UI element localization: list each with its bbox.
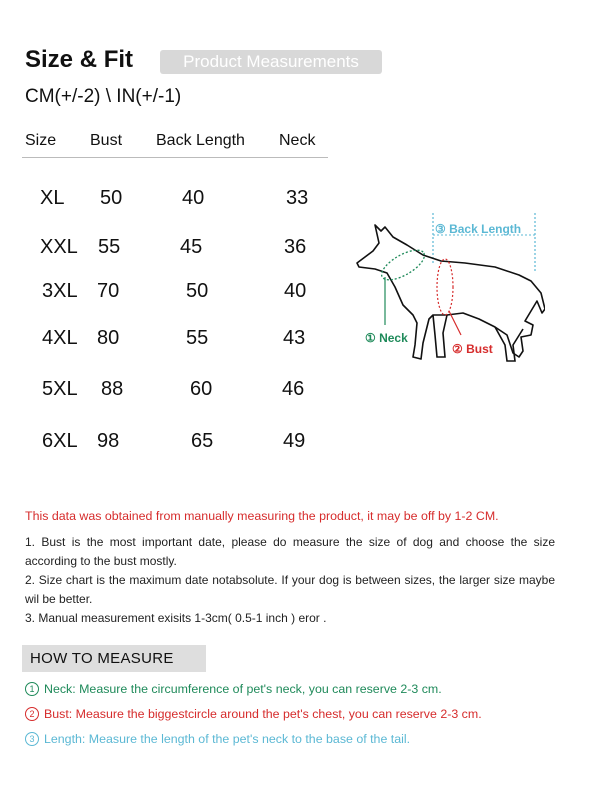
back-length-cell: 65 <box>191 430 214 452</box>
how-to-measure-heading: HOW TO MEASURE <box>22 645 206 672</box>
back-length-cell: 55 <box>186 327 209 349</box>
number-2-icon: 2 <box>25 707 39 721</box>
neck-cell: 36 <box>284 236 307 258</box>
number-3-icon: 3 <box>25 732 39 746</box>
how-to-bust <box>25 707 482 721</box>
bust-label: ② Bust <box>452 342 493 356</box>
size-cell: 6XL <box>42 430 78 452</box>
bust-cell: 70 <box>97 280 120 302</box>
note-item: 2. Size chart is the maximum date notabsolute. If your dog is between sizes, the larger size maybe wil be better. <box>25 573 555 606</box>
col-header-back-length: Back Length <box>156 132 245 149</box>
header-divider <box>22 157 328 158</box>
col-header-size: Size <box>25 132 57 149</box>
size-cell: 3XL <box>42 280 78 302</box>
back-length-cell: 60 <box>190 378 213 400</box>
how-to-neck-text: Neck: Measure the circumference of pet's neck, you can reserve 2-3 cm. <box>44 682 442 696</box>
neck-cell: 46 <box>282 378 305 400</box>
bust-cell: 88 <box>101 378 124 400</box>
neck-cell: 33 <box>286 187 309 209</box>
how-to-length <box>25 732 410 746</box>
neck-label: ① Neck <box>365 331 408 345</box>
back-length-cell: 50 <box>186 280 209 302</box>
bust-cell: 55 <box>98 236 121 258</box>
neck-cell: 43 <box>283 327 306 349</box>
page-title: Size & Fit <box>25 46 134 73</box>
back-length-label: ③ Back Length <box>435 222 522 236</box>
col-header-bust: Bust <box>90 132 123 149</box>
bust-cell: 50 <box>100 187 123 209</box>
dog-front-leg <box>433 315 447 357</box>
back-length-cell: 40 <box>182 187 205 209</box>
how-to-neck <box>25 682 442 696</box>
size-cell: XXL <box>40 236 78 258</box>
note-item: 1. Bust is the most important date, please do measure the size of dog and choose the size according to the bust mostly. <box>25 535 555 568</box>
size-cell: XL <box>40 187 65 209</box>
size-cell: 4XL <box>42 327 78 349</box>
bust-ring <box>437 259 453 315</box>
bust-cell: 98 <box>97 430 120 452</box>
product-measurements-badge: Product Measurements <box>160 50 382 74</box>
back-length-cell: 45 <box>180 236 203 258</box>
size-cell: 5XL <box>42 378 78 400</box>
measurement-warning: This data was obtained from manually measuring the product, it may be off by 1-2 CM. <box>25 509 499 523</box>
neck-cell: 49 <box>283 430 306 452</box>
neck-cell: 40 <box>284 280 307 302</box>
number-1-icon: 1 <box>25 682 39 696</box>
bust-cell: 80 <box>97 327 120 349</box>
units-label: CM(+/-2) \ IN(+/-1) <box>25 86 182 107</box>
how-to-length-text: Length: Measure the length of the pet's neck to the base of the tail. <box>44 732 411 746</box>
note-item: 3. Manual measurement exisits 1-3cm( 0.5-1 inch ) eror . <box>25 611 327 625</box>
how-to-bust-text: Bust: Measure the biggestcircle around the pet's chest, you can reserve 2-3 cm. <box>44 707 482 721</box>
col-header-neck: Neck <box>279 132 316 149</box>
